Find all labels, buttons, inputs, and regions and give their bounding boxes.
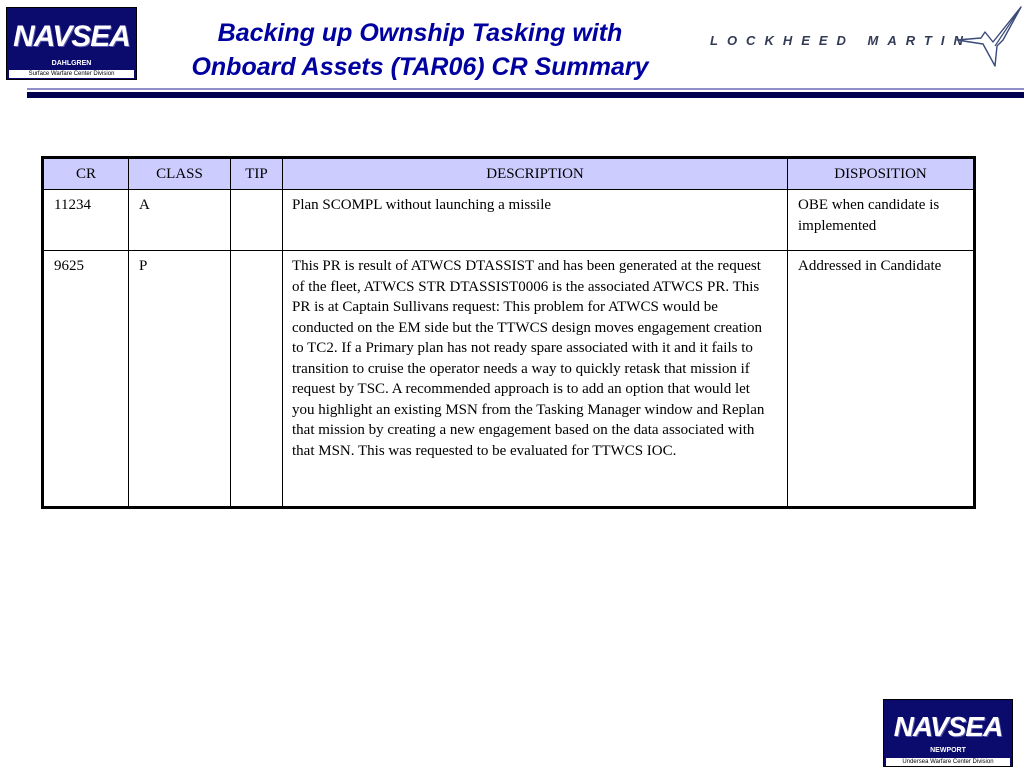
column-header-cr: CR <box>43 158 129 190</box>
navsea-newport-logo <box>883 699 1013 767</box>
column-header-description: DESCRIPTION <box>283 158 788 190</box>
navsea-logo-word: NAVSEA <box>13 20 130 53</box>
cell-description: This PR is result of ATWCS DTASSIST and has been generated at the request of the fleet, ATWCS STR DTASSIST0006 is the associated ATWCS PR. This PR is at Captain Sullivans request: This problem for ATWCS would be conducted on the EM side but the TTWCS design moves engagement creation to TC2. If a Primary plan has not ready spare associated with it and it fails to transition to cruise the operator needs a way to quickly retask that mission if request by TSC. A recommended approach is to add an option that would let you highlight an existing MSN from the Tasking Manager window and Replan that mission by creating a new engagement based on the data associated with that MSN. This was requested to be evaluated for TTWCS IOC. <box>283 251 788 508</box>
navsea-logo-word: NAVSEA <box>893 711 1003 742</box>
cell-description: Plan SCOMPL without launching a missile <box>283 190 788 251</box>
navsea-logo-site: NEWPORT <box>930 747 966 754</box>
navsea-logo-division: Surface Warfare Center Division <box>9 70 134 78</box>
cell-tip <box>231 251 283 508</box>
title-line-1: Backing up Ownship Tasking with <box>217 19 623 47</box>
cell-tip <box>231 190 283 251</box>
column-header-class: CLASS <box>129 158 231 190</box>
cr-summary-table <box>41 156 976 509</box>
cell-cr: 9625 <box>43 251 129 508</box>
cell-class: A <box>129 190 231 251</box>
table-header-row <box>43 158 975 190</box>
column-header-disposition: DISPOSITION <box>788 158 975 190</box>
column-header-tip: TIP <box>231 158 283 190</box>
title-line-2: Onboard Assets (TAR06) CR Summary <box>191 53 649 81</box>
cell-cr: 11234 <box>43 190 129 251</box>
cell-disposition: Addressed in Candidate <box>788 251 975 508</box>
header-rule-thin <box>27 88 1024 90</box>
navsea-logo-site: DAHLGREN <box>51 60 92 67</box>
cell-class: P <box>129 251 231 508</box>
page-title <box>150 16 690 84</box>
table-row <box>43 190 975 251</box>
header-rule-thick <box>27 92 1024 98</box>
lockheed-martin-star-icon <box>955 6 1023 68</box>
cell-disposition: OBE when candidate is implemented <box>788 190 975 251</box>
lockheed-martin-logo-text: LOCKHEED MARTIN <box>710 33 972 48</box>
navsea-logo-division: Undersea Warfare Center Division <box>886 758 1010 766</box>
table-row <box>43 251 975 508</box>
navsea-dahlgren-logo <box>6 7 137 80</box>
